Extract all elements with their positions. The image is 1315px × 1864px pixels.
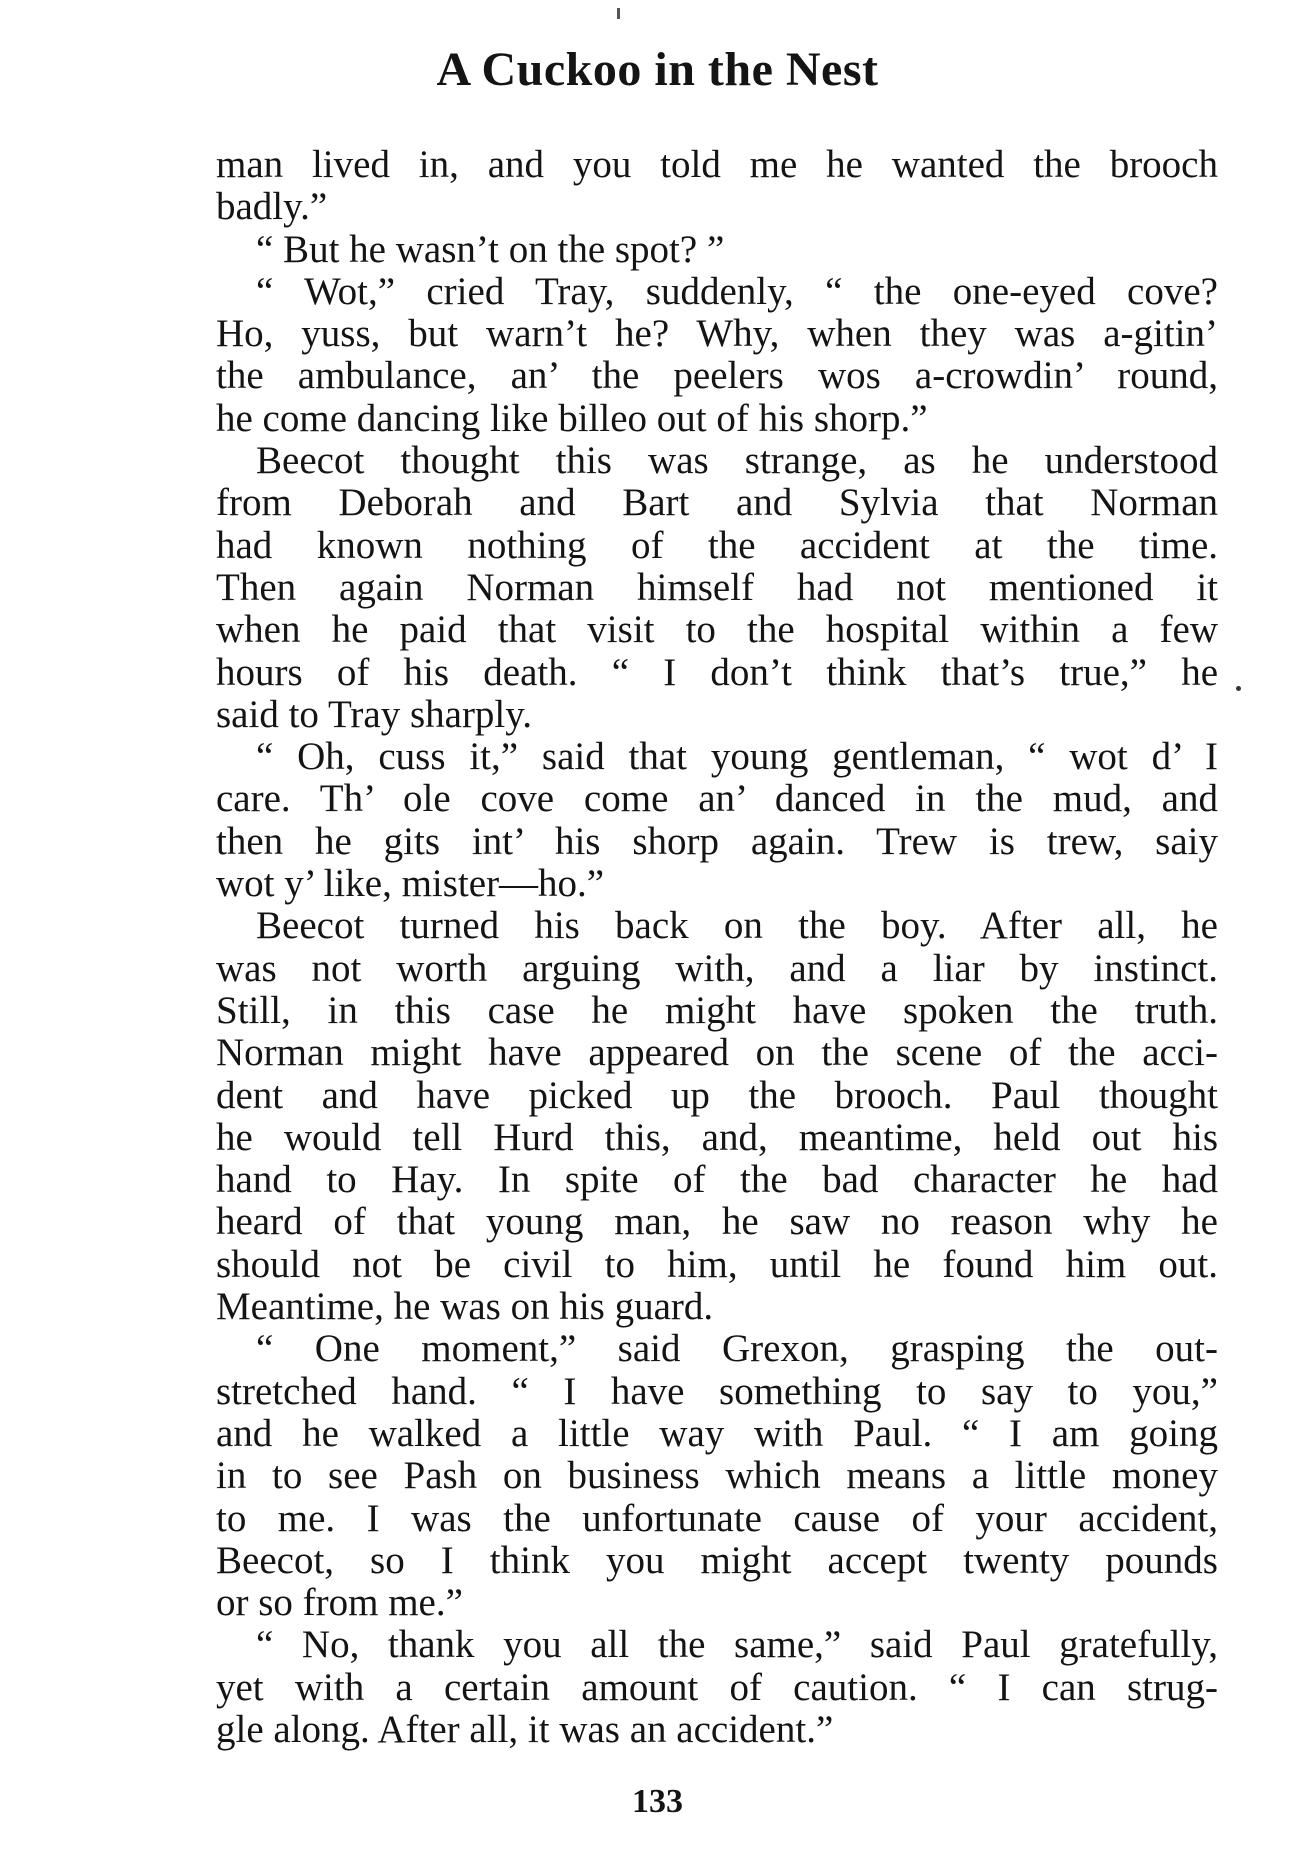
page-number: 133 bbox=[632, 1783, 683, 1820]
text-line: hand to Hay. In spite of the bad character he had bbox=[216, 1158, 1218, 1202]
text-line: then he gits int’ his shorp again. Trew is trew, saiy bbox=[216, 819, 1218, 863]
text-line: badly.” bbox=[216, 185, 328, 229]
text-line: to me. I was the unfortunate cause of your accident, bbox=[216, 1496, 1218, 1540]
text-line: had known nothing of the accident at the time. bbox=[216, 523, 1218, 567]
text-line: when he paid that visit to the hospital within a few bbox=[216, 608, 1218, 652]
body-text bbox=[216, 144, 1218, 1751]
text-line: said to Tray sharply. bbox=[216, 692, 532, 736]
text-line: “ But he wasn’t on the spot? ” bbox=[256, 227, 725, 271]
running-head: A Cuckoo in the Nest bbox=[436, 43, 879, 96]
text-line: Then again Norman himself had not mentioned it bbox=[216, 565, 1218, 609]
text-line: Beecot thought this was strange, as he understood bbox=[256, 439, 1218, 483]
text-line: the ambulance, an’ the peelers wos a-crowdin’ round, bbox=[216, 354, 1218, 398]
text-line: Meantime, he was on his guard. bbox=[216, 1285, 714, 1329]
text-line: from Deborah and Bart and Sylvia that Norman bbox=[216, 481, 1218, 525]
text-line: Beecot turned his back on the boy. After all, he bbox=[256, 904, 1218, 948]
text-line: Beecot, so I think you might accept twenty pounds bbox=[216, 1538, 1218, 1582]
text-line: he come dancing like billeo out of his shorp.” bbox=[216, 396, 928, 440]
text-line: Still, in this case he might have spoken the truth. bbox=[216, 988, 1218, 1032]
text-line: “ One moment,” said Grexon, grasping the out- bbox=[256, 1327, 1218, 1371]
text-line: he would tell Hurd this, and, meantime, held out his bbox=[216, 1115, 1218, 1159]
text-line: or so from me.” bbox=[216, 1581, 463, 1625]
text-line: hours of his death. “ I don’t think that’s true,” he bbox=[216, 650, 1218, 694]
text-line: care. Th’ ole cove come an’ danced in the mud, and bbox=[216, 777, 1218, 821]
text-line: “ Oh, cuss it,” said that young gentleman, “ wot d’ I bbox=[256, 735, 1218, 779]
text-line: was not worth arguing with, and a liar by instinct. bbox=[216, 946, 1218, 990]
text-line: wot y’ like, mister—ho.” bbox=[216, 862, 605, 906]
text-line: Norman might have appeared on the scene of the acci- bbox=[216, 1031, 1218, 1075]
text-line: in to see Pash on business which means a little money bbox=[216, 1454, 1218, 1498]
text-line: and he walked a little way with Paul. “ I am going bbox=[216, 1411, 1218, 1455]
text-line: should not be civil to him, until he found him out. bbox=[216, 1242, 1218, 1286]
print-speck bbox=[617, 8, 620, 19]
print-speck bbox=[1236, 686, 1241, 691]
text-line: “ Wot,” cried Tray, suddenly, “ the one-eyed cove? bbox=[256, 269, 1218, 313]
text-line: “ No, thank you all the same,” said Paul gratefully, bbox=[256, 1623, 1218, 1667]
text-line: man lived in, and you told me he wanted the brooch bbox=[216, 143, 1218, 186]
text-line: gle along. After all, it was an accident.” bbox=[216, 1707, 834, 1751]
text-line: Ho, yuss, but warn’t he? Why, when they was a-gitin’ bbox=[216, 312, 1218, 356]
text-line: heard of that young man, he saw no reason why he bbox=[216, 1200, 1218, 1244]
text-line: stretched hand. “ I have something to say to you,” bbox=[216, 1369, 1218, 1413]
text-line: dent and have picked up the brooch. Paul thought bbox=[216, 1073, 1218, 1117]
text-line: yet with a certain amount of caution. “ I can strug- bbox=[216, 1665, 1218, 1709]
